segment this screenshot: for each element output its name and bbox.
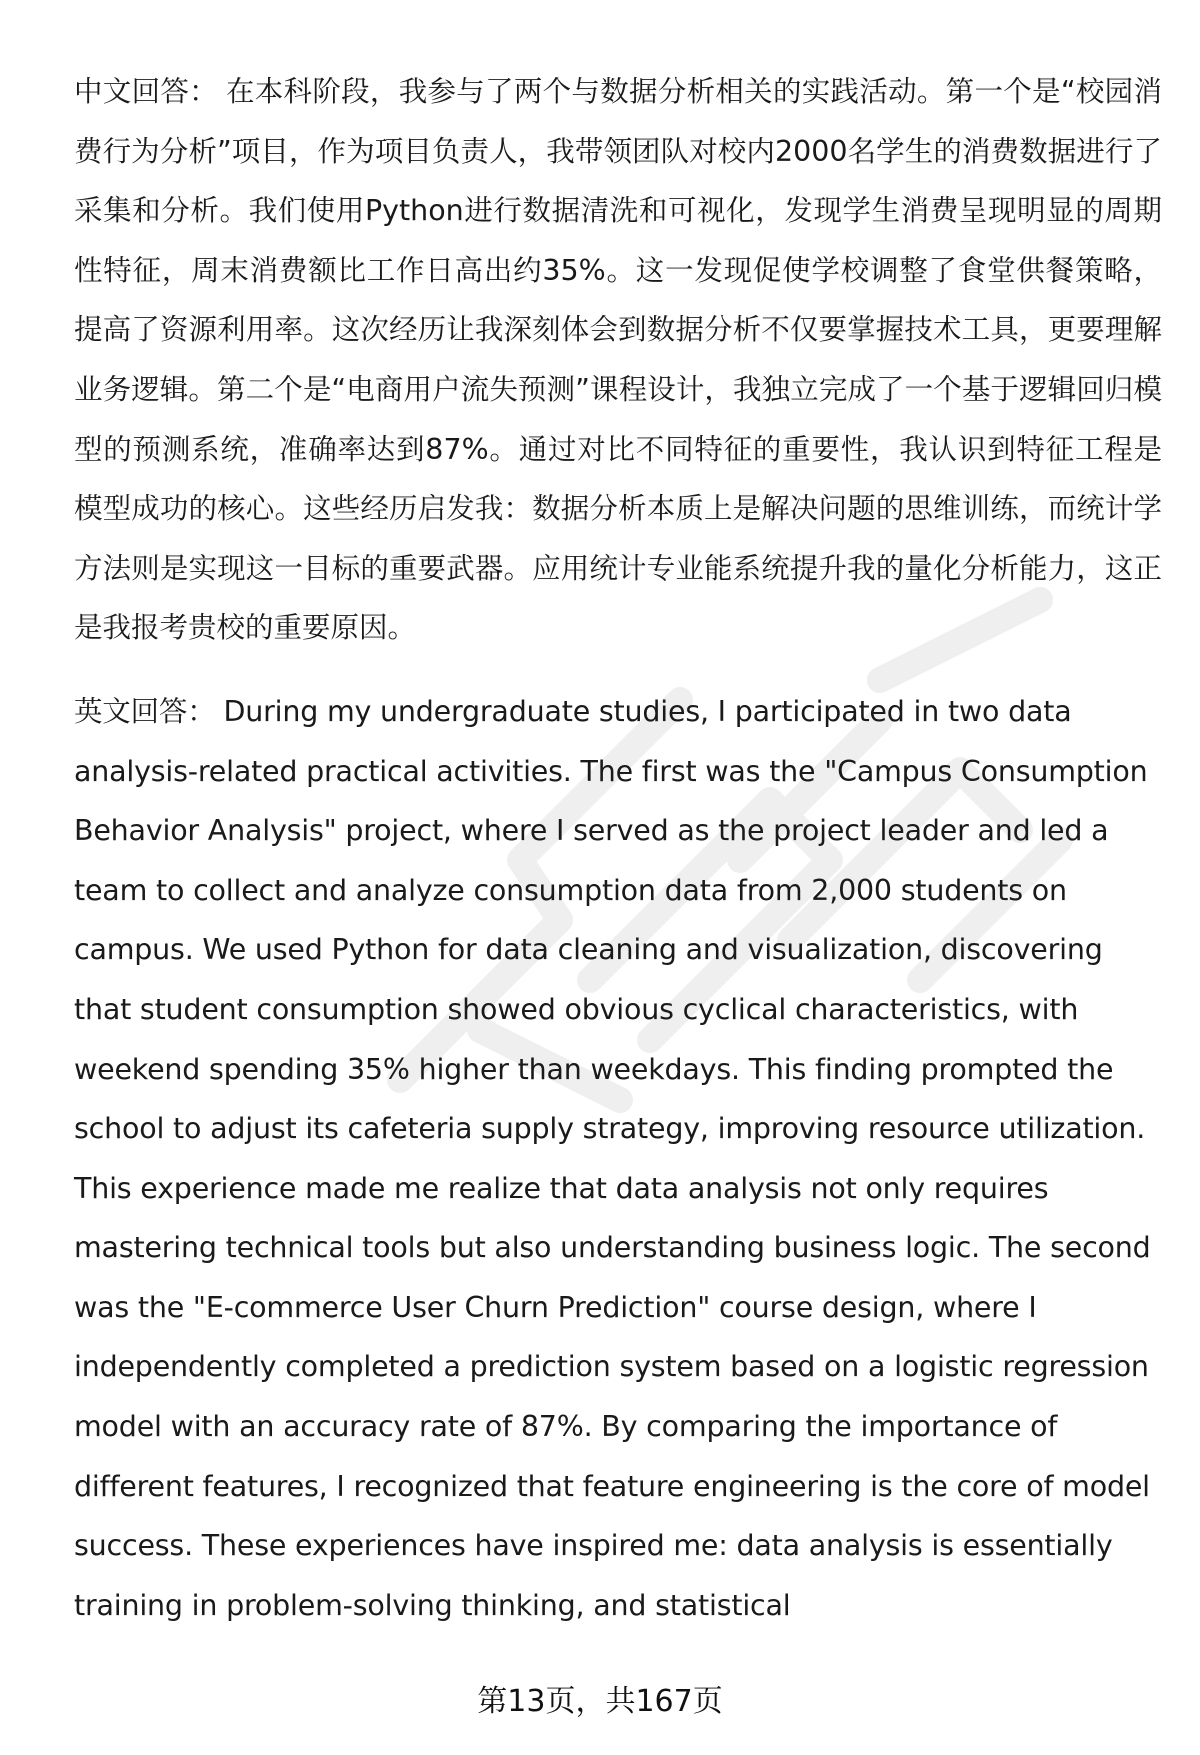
chinese-answer-paragraph [74, 62, 1162, 658]
content-area [74, 62, 1162, 1635]
chinese-answer-text: 在本科阶段，我参与了两个与数据分析相关的实践活动。第一个是“校园消费行为分析”项目，作为项目负责人，我带领团队对校内2000名学生的消费数据进行了采集和分析。我们使用Python进行数据清洗和可视化，发现学生消费呈现明显的周期性特征，周末消费额比工作日高出约35%。这一发现促使学校调整了食堂供餐策略，提高了资源利用率。这次经历让我深刻体会到数据分析不仅要掌握技术工具，更要理解业务逻辑。第二个是“电商用户流失预测”课程设计，我独立完成了一个基于逻辑回归模型的预测系统，准确率达到87%。通过对比不同特征的重要性，我认识到特征工程是模型成功的核心。这些经历启发我：数据分析本质上是解决问题的思维训练，而统计学方法则是实现这一目标的重要武器。应用统计专业能系统提升我的量化分析能力，这正是我报考贵校的重要原因。 [74, 75, 1162, 645]
english-answer-paragraph [74, 682, 1162, 1636]
english-answer-label: 英文回答： [74, 694, 216, 728]
english-answer-text: During my undergraduate studies, I participated in two data analysis-related practical activities. The first was the "Campus Consumption Behavior Analysis" project, where I served as the project leader and led a team to collect and analyze consumption data from 2,000 students on campus. We used Python for data cleaning and visualization, discovering that student consumption showed obvious cyclical characteristics, with weekend spending 35% higher than weekdays. This finding prompted the school to adjust its cafeteria supply strategy, improving resource utilization. This experience made me realize that data analysis not only requires mastering technical tools but also understanding business logic. The second was the "E-commerce User Churn Prediction" course design, where I independently completed a prediction system based on a logistic regression model with an accuracy rate of 87%. By comparing the importance of different features, I recognized that feature engineering is the core of model success. These experiences have inspired me: data analysis is essentially training in problem-solving thinking, and statistical [74, 694, 1151, 1622]
chinese-answer-label: 中文回答： [74, 75, 218, 108]
page-number-footer: 第13页，共167页 [477, 1684, 723, 1719]
